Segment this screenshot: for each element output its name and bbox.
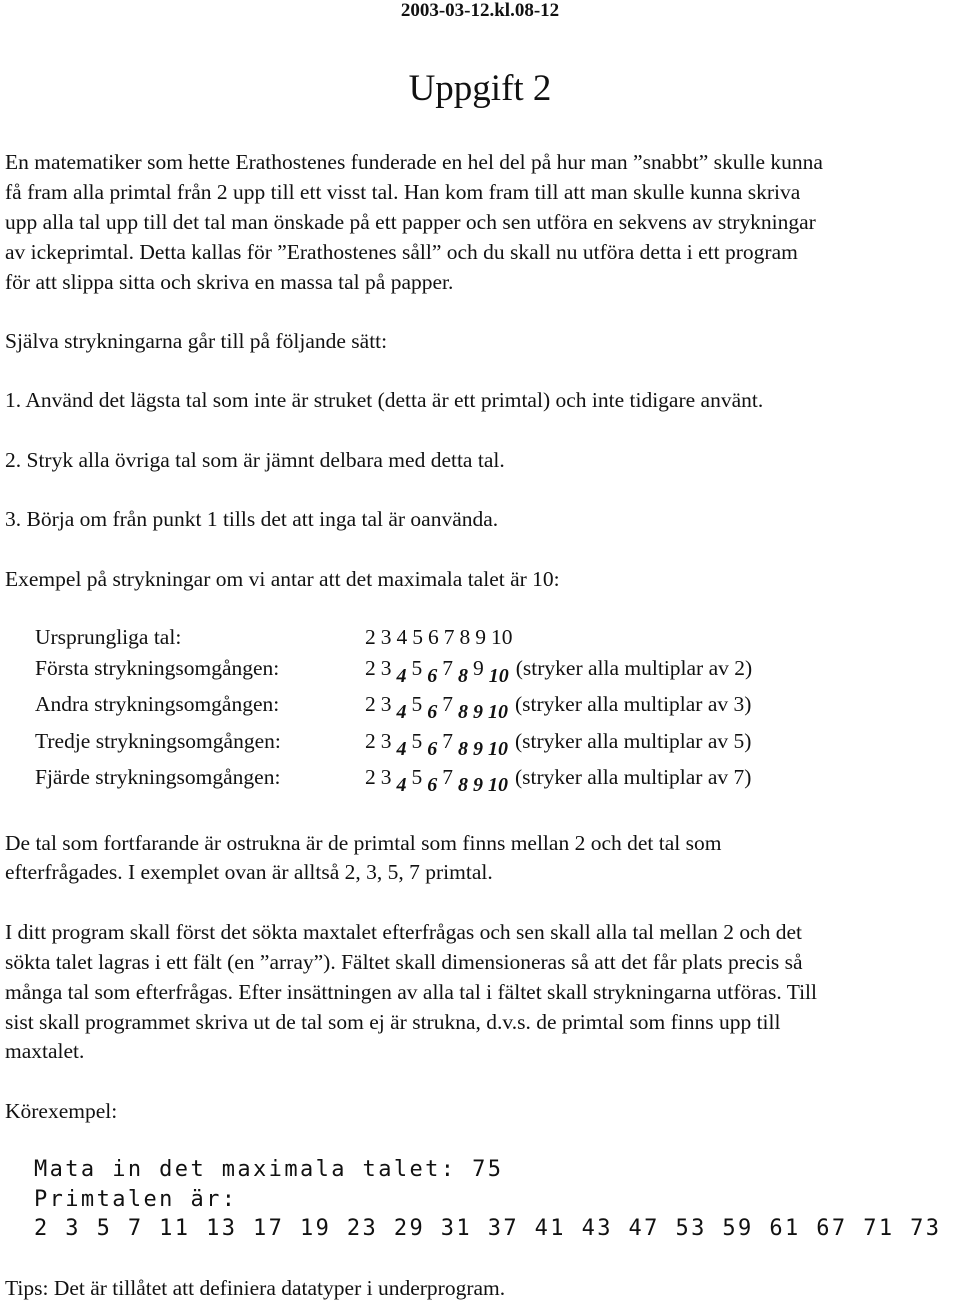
struck-number: 9 — [473, 701, 483, 723]
example-row-label: Tredje strykningsomgången: — [35, 729, 281, 753]
number: 7 — [443, 625, 455, 649]
example-row-numbers — [365, 653, 753, 687]
example-row-note: (stryker alla multiplar av 5) — [515, 729, 752, 753]
struck-number: 8 — [458, 738, 468, 760]
number: 7 — [442, 729, 453, 753]
struck-number: 10 — [488, 665, 509, 687]
number: 7 — [442, 656, 453, 680]
struck-number: 8 — [458, 665, 468, 687]
struck-number: 9 — [473, 774, 483, 796]
example-row-label: Ursprungliga tal: — [35, 625, 182, 649]
struck-number: 4 — [396, 701, 407, 723]
example-row-note: (stryker alla multiplar av 2) — [515, 656, 753, 680]
number: 3 — [380, 656, 392, 680]
number: 2 — [365, 625, 376, 649]
example-row-label: Fjärde strykningsomgången: — [35, 765, 281, 789]
struck-number: 6 — [427, 701, 438, 723]
step-1: 1. Använd det lägsta tal som inte är struket (detta är ett primtal) och inte tidigare använt. — [5, 388, 764, 412]
step-2: 2. Stryk alla övriga tal som är jämnt delbara med detta tal. — [5, 448, 505, 472]
struck-number: 10 — [488, 701, 508, 723]
requirements-line-4: sist skall programmet skriva ut de tal som ej är strukna, d.v.s. de primtal som finns upp till — [5, 1010, 781, 1034]
number: 3 — [380, 765, 392, 789]
example-row-label: Första strykningsomgången: — [35, 656, 280, 680]
example-intro: Exempel på strykningar om vi antar att det maximala talet är 10: — [5, 567, 560, 591]
struck-number: 8 — [458, 701, 468, 723]
number: 8 — [459, 625, 471, 649]
number: 7 — [442, 765, 453, 789]
number: 3 — [380, 729, 392, 753]
conclusion-line-2: efterfrågades. I exemplet ovan är alltså 2, 3, 5, 7 primtal. — [5, 860, 493, 884]
steps-intro: Själva strykningarna går till på följande sätt: — [5, 329, 388, 353]
date-header: 2003-03-12.kl.08-12 — [400, 0, 560, 21]
number: 9 — [473, 656, 484, 680]
number: 10 — [491, 625, 513, 649]
requirements-line-3: många tal som efterfrågas. Efter insättningen av alla tal i fältet skall strykningarna utföras. Till — [5, 980, 817, 1004]
example-row-note: (stryker alla multiplar av 7) — [515, 765, 752, 789]
conclusion-line-1: De tal som fortfarande är ostrukna är de primtal som finns mellan 2 och det tal som — [5, 831, 722, 855]
struck-number: 6 — [427, 665, 438, 687]
struck-number: 4 — [396, 774, 407, 796]
number: 4 — [396, 625, 408, 649]
terminal-line-3: 2 3 5 7 11 13 17 19 23 29 31 37 41 43 47 53 59 61 67 71 73 — [34, 1216, 942, 1241]
struck-number: 8 — [458, 774, 468, 796]
number: 6 — [428, 625, 439, 649]
page-title: Uppgift 2 — [408, 68, 552, 109]
terminal-line-2: Primtalen är: — [34, 1187, 238, 1212]
number: 2 — [365, 729, 376, 753]
requirements-line-1: I ditt program skall först det sökta maxtalet efterfrågas och sen skall alla tal mellan 2 och det — [5, 920, 803, 944]
intro-line-5: för att slippa sitta och skriva en massa tal på papper. — [5, 270, 454, 294]
number: 2 — [365, 692, 376, 716]
number: 5 — [411, 656, 423, 680]
step-3: 3. Börja om från punkt 1 tills det att inga tal är oanvända. — [5, 507, 499, 531]
example-row-numbers — [365, 762, 752, 796]
example-row-numbers — [365, 622, 518, 652]
intro-line-2: få fram alla primtal från 2 upp till ett visst tal. Han kom fram till att man skulle kunna skriva — [5, 180, 801, 204]
number: 3 — [380, 692, 392, 716]
terminal-line-1: Mata in det maximala talet: 75 — [34, 1157, 504, 1182]
struck-number: 6 — [427, 774, 438, 796]
example-row-numbers — [365, 726, 752, 760]
number: 5 — [411, 692, 423, 716]
example-row-label: Andra strykningsomgången: — [35, 692, 280, 716]
example-row-numbers — [365, 689, 752, 723]
requirements-line-5: maxtalet. — [5, 1039, 85, 1063]
intro-line-3: upp alla tal upp till det tal man önskade på ett papper och sen utföra en sekvens av strykningar — [5, 210, 816, 234]
struck-number: 4 — [396, 738, 407, 760]
number: 3 — [380, 625, 392, 649]
requirements-line-2: sökta talet lagras i ett fält (en ”array”). Fältet skall dimensioneras så att det får plats precis så — [5, 950, 803, 974]
number: 5 — [411, 729, 423, 753]
number: 7 — [442, 692, 453, 716]
run-example-label: Körexempel: — [5, 1099, 118, 1123]
number: 5 — [411, 765, 423, 789]
example-row-note: (stryker alla multiplar av 3) — [515, 692, 752, 716]
struck-number: 4 — [396, 665, 407, 687]
number: 2 — [365, 765, 376, 789]
intro-line-4: av ickeprimtal. Detta kallas för ”Erathostenes såll” och du skall nu utföra detta i ett program — [5, 240, 798, 264]
struck-number: 6 — [427, 738, 438, 760]
tips: Tips: Det är tillåtet att definiera datatyper i underprogram. — [5, 1276, 506, 1300]
number: 5 — [412, 625, 423, 649]
struck-number: 10 — [488, 738, 508, 760]
number: 2 — [365, 656, 376, 680]
number: 9 — [475, 625, 486, 649]
struck-number: 10 — [488, 774, 508, 796]
struck-number: 9 — [473, 738, 483, 760]
intro-line-1: En matematiker som hette Erathostenes funderade en hel del på hur man ”snabbt” skulle kunna — [5, 150, 823, 174]
